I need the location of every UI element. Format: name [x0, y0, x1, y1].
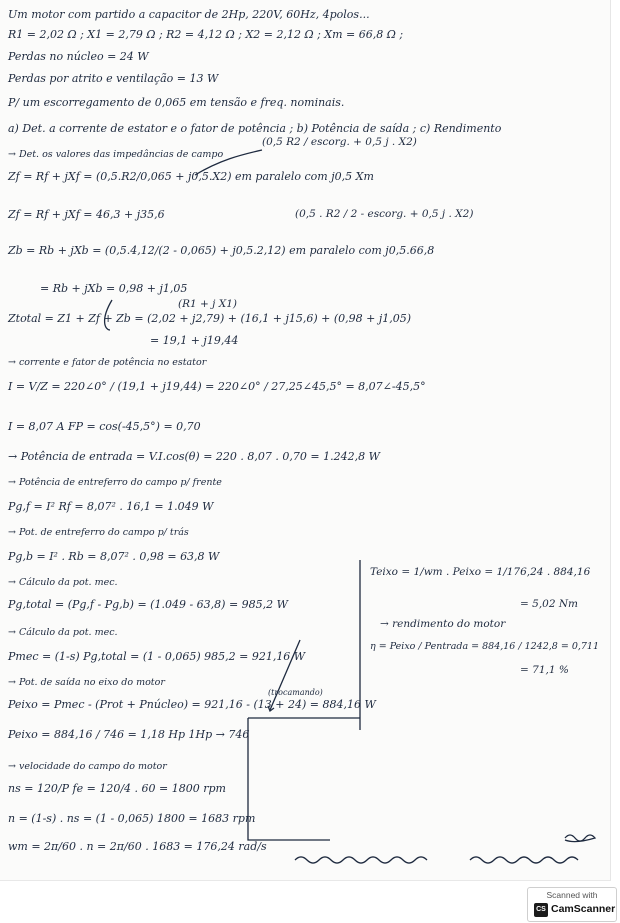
step-forward-airgap: → Potência de entreferro do campo p/ frente — [8, 477, 222, 488]
current-result: I = 8,07 A FP = cos(-45,5°) = 0,70 — [8, 420, 201, 433]
pgb-result: Pg,b = I² . Rb = 8,07² . 0,98 = 63,8 W — [8, 550, 220, 563]
peixo-hp: Peixo = 884,16 / 746 = 1,18 Hp 1Hp → 746 — [8, 728, 250, 741]
pmec-result: Pmec = (1-s) Pg,total = (1 - 0,065) 985,2 = 921,16 W — [8, 650, 306, 663]
watermark-brand: CamScanner — [551, 903, 616, 915]
zb-result: = Rb + jXb = 0,98 + j1,05 — [40, 282, 188, 295]
pg-total: Pg,total = (Pg,f - Pg,b) = (1.049 - 63,8) = 985,2 W — [8, 598, 288, 611]
annotation-backward: (0,5 . R2 / 2 - escorg. + 0,5 j . X2) — [295, 208, 474, 220]
step-efficiency: → rendimento do motor — [380, 618, 506, 630]
scribble-mark — [565, 835, 595, 842]
step-speed: → velocidade do campo do motor — [8, 761, 167, 772]
current-formula: I = V/Z = 220∠0° / (19,1 + j19,44) = 220∠0° / 27,25∠45,5° = 8,07∠-45,5° — [8, 380, 426, 393]
problem-statement: Um motor com partido a capacitor de 2Hp, 220V, 60Hz, 4polos... — [8, 8, 370, 21]
zb-formula: Zb = Rb + jXb = (0,5.4,12/(2 - 0,065) + j0,5.2,12) em paralelo com j0,5.66,8 — [8, 244, 435, 257]
efficiency-result: = 71,1 % — [520, 664, 569, 676]
watermark-caption: Scanned with — [546, 890, 598, 900]
efficiency-formula: η = Peixo / Pentrada = 884,16 / 1242,8 = 0,711 — [370, 641, 600, 652]
torque-formula: Teixo = 1/wm . Peixo = 1/176,24 . 884,16 — [370, 566, 591, 578]
step-mech-power-1: → Cálculo da pot. mec. — [8, 577, 118, 588]
peixo-result: Peixo = Pmec - (Prot + Pnúcleo) = 921,16 - (13 + 24) = 884,16 W — [8, 698, 376, 711]
slip-condition: P/ um escorregamento de 0,065 em tensão e freq. nominais. — [8, 96, 345, 109]
questions: a) Det. a corrente de estator e o fator de potência ; b) Potência de saída ; c) Rendimento — [8, 122, 502, 135]
motor-parameters: R1 = 2,02 Ω ; X1 = 2,79 Ω ; R2 = 4,12 Ω ; X2 = 2,12 Ω ; Xm = 66,8 Ω ; — [8, 28, 404, 41]
zf-formula: Zf = Rf + jXf = (0,5.R2/0,065 + j0,5.X2) em paralelo com j0,5 Xm — [8, 170, 374, 183]
step-current: → corrente e fator de potência no estator — [8, 357, 207, 368]
step-mech-power-2: → Cálculo da pot. mec. — [8, 627, 118, 638]
annotation-stator: (R1 + j X1) — [178, 298, 238, 310]
camscanner-logo-icon: CS — [534, 903, 548, 917]
step-backward-airgap: → Pot. de entreferro do campo p/ trás — [8, 527, 189, 538]
ztotal-result: = 19,1 + j19,44 — [150, 334, 239, 347]
angular-speed: wm = 2π/60 . n = 2π/60 . 1683 = 176,24 rad/s — [8, 840, 267, 853]
friction-losses: Perdas por atrito e ventilação = 13 W — [8, 72, 219, 85]
ztotal-formula: Ztotal = Z1 + Zf + Zb = (2,02 + j2,79) + (16,1 + j15,6) + (0,98 + j1,05) — [8, 312, 412, 325]
step-impedances: → Det. os valores das impedâncias de campo — [8, 149, 224, 160]
rotor-speed: n = (1-s) . ns = (1 - 0,065) 1800 = 1683 rpm — [8, 812, 256, 825]
scribble-signature-1 — [295, 857, 427, 863]
zf-result: Zf = Rf + jXf = 46,3 + j35,6 — [8, 208, 165, 221]
annotation-small: (trocamando) — [268, 688, 323, 697]
scribble-signature-2 — [470, 857, 578, 863]
step-shaft-power: → Pot. de saída no eixo do motor — [8, 677, 165, 688]
annotation-forward: (0,5 R2 / escorg. + 0,5 j . X2) — [262, 136, 417, 148]
core-losses: Perdas no núcleo = 24 W — [8, 50, 149, 63]
input-power: → Potência de entrada = V.I.cos(θ) = 220 . 8,07 . 0,70 = 1.242,8 W — [8, 450, 380, 463]
torque-result: = 5,02 Nm — [520, 598, 578, 610]
column-divider-lower — [248, 718, 330, 840]
camscanner-watermark — [527, 887, 617, 922]
sync-speed: ns = 120/P fe = 120/4 . 60 = 1800 rpm — [8, 782, 226, 795]
pgf-result: Pg,f = I² Rf = 8,07² . 16,1 = 1.049 W — [8, 500, 214, 513]
